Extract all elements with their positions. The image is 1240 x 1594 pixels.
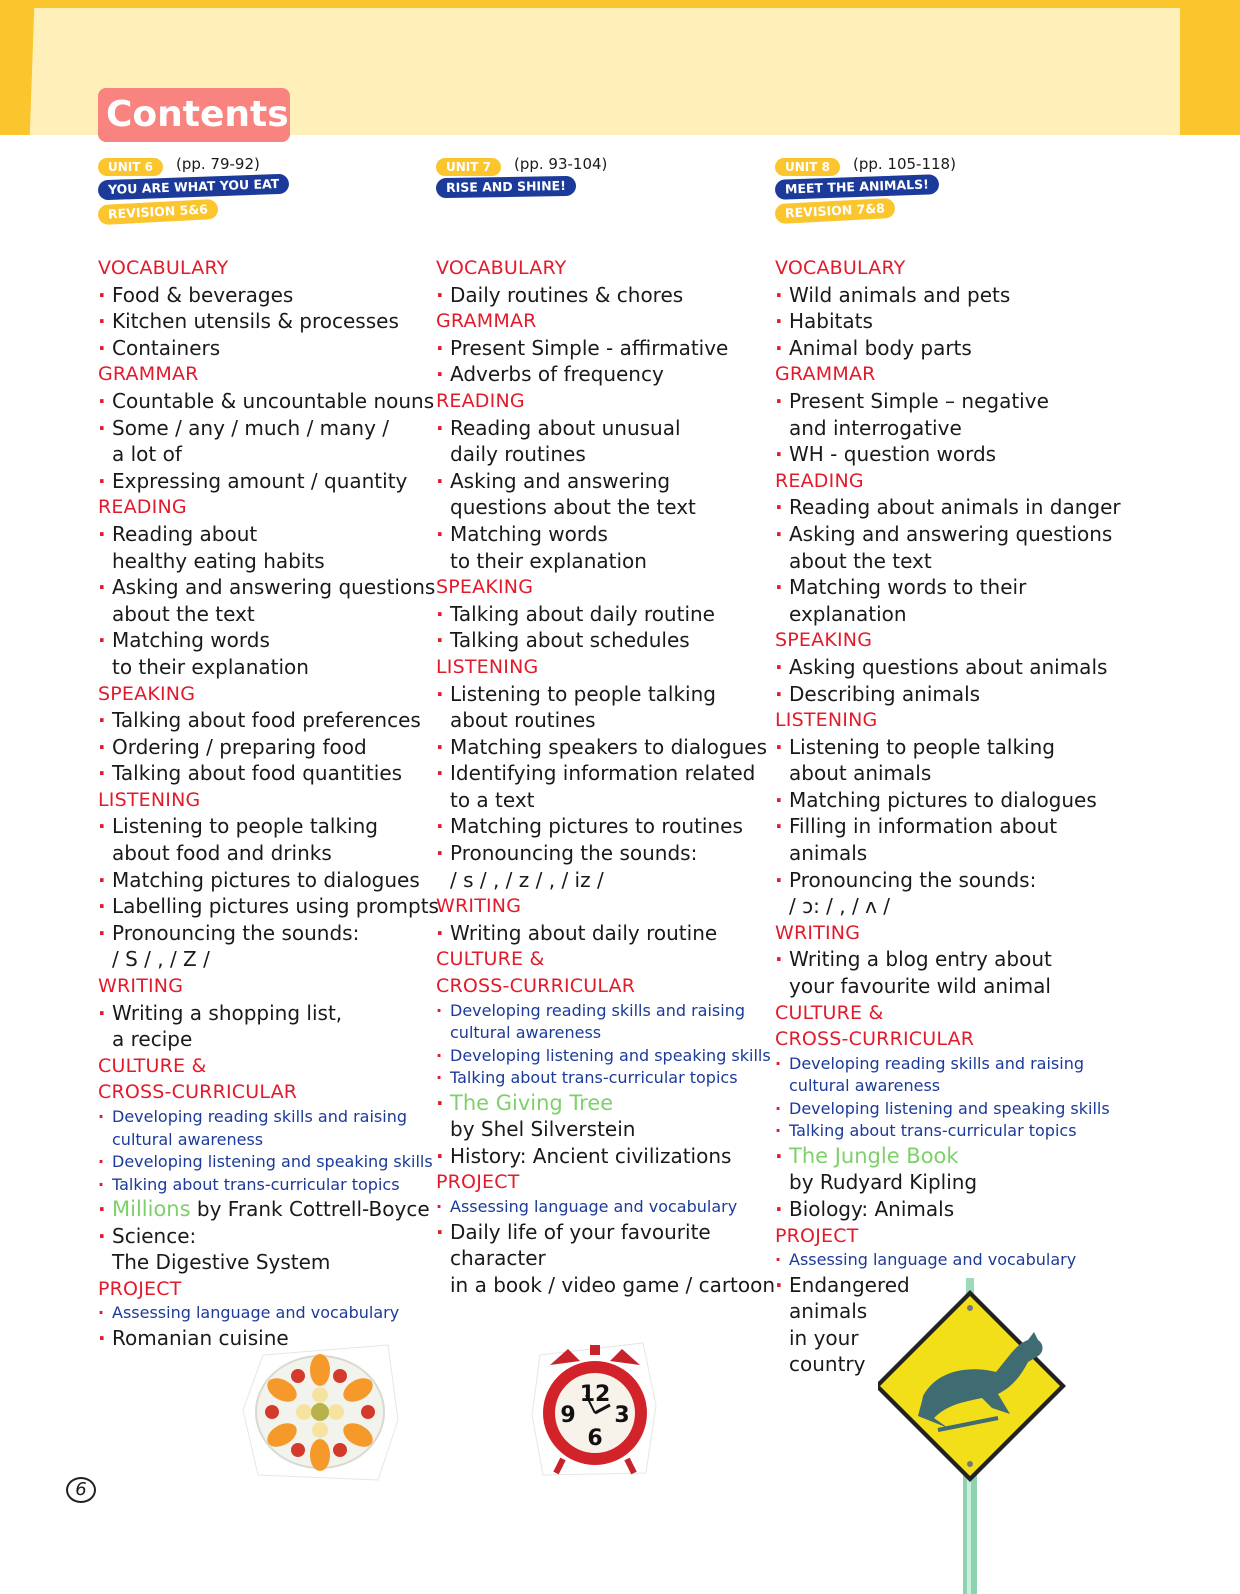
list-item-continued: The Digestive System [112, 1250, 331, 1275]
unit-7-header [436, 155, 756, 215]
phonetic-sounds: / s / , / z / , / iz / [450, 867, 604, 892]
section-heading: CULTURE & [775, 1001, 884, 1024]
section-heading: CROSS-CURRICULAR [436, 975, 636, 998]
list-item: · Asking and answering questions [775, 521, 1115, 548]
list-item-continued: healthy eating habits [112, 548, 325, 573]
unit-6-revision: REVISION 5&6 [98, 199, 219, 225]
skill-item: · Developing listening and speaking skills [775, 1098, 1115, 1121]
list-item-continued: questions about the text [450, 495, 696, 520]
clock-9: 9 [560, 1403, 576, 1428]
list-item: · Writing about daily routine [436, 920, 756, 947]
list-item: · Matching pictures to routines [436, 813, 756, 840]
section-heading: CROSS-CURRICULAR [98, 1081, 298, 1104]
list-item: · Describing animals [775, 681, 1115, 708]
clock-3: 3 [614, 1403, 630, 1428]
skill-item: · Developing listening and speaking skills [436, 1045, 756, 1068]
section-heading: SPEAKING [775, 629, 873, 652]
list-item-continued: about routines [450, 708, 596, 733]
section-heading: READING [98, 496, 187, 519]
page-title: Contents [98, 88, 290, 142]
list-item-continued: animals [789, 1299, 868, 1324]
unit-6-name: YOU ARE WHAT YOU EAT [98, 174, 290, 201]
list-item: · Matching words to their [775, 574, 1115, 601]
phonetic-sounds: / S / , / Z / [112, 947, 210, 972]
list-item: · WH - question words [775, 441, 1115, 468]
unit-8-pages: (pp. 105-118) [853, 155, 956, 173]
list-item-continued: daily routines [450, 442, 586, 467]
list-item: · Matching words [98, 627, 418, 654]
alarm-clock-image [528, 1335, 660, 1480]
section-heading: READING [436, 389, 525, 412]
list-item: · Listening to people talking [436, 681, 756, 708]
unit-6-header [98, 155, 418, 235]
section-heading: WRITING [98, 975, 184, 998]
phonetic-sounds: / ɔ: / , / ʌ / [789, 894, 891, 919]
list-item-continued: to a text [450, 787, 535, 812]
list-item: · Pronouncing the sounds: [436, 840, 756, 867]
section-heading: GRAMMAR [775, 363, 876, 386]
list-item: · History: Ancient civilizations [436, 1143, 756, 1170]
skill-item: · Assessing language and vocabulary [436, 1196, 756, 1219]
section-heading: GRAMMAR [98, 363, 199, 386]
list-item: · Present Simple - affirmative [436, 335, 756, 362]
column-unit-7 [436, 255, 776, 1298]
list-item-continued: in your [789, 1325, 859, 1350]
skill-item: · Developing listening and speaking skills [98, 1151, 418, 1174]
list-item: · Writing a blog entry about [775, 946, 1115, 973]
list-item: · Pronouncing the sounds: [775, 867, 1115, 894]
banner-top-stripe [0, 0, 1240, 8]
list-item-continued: to their explanation [112, 654, 309, 679]
list-item-continued: in a book / video game / cartoon [450, 1272, 776, 1297]
list-item: · Endangered [775, 1272, 1115, 1299]
list-item-continued: to their explanation [450, 548, 647, 573]
fruit-plate-image [238, 1340, 403, 1485]
list-item: · Present Simple – negative [775, 388, 1115, 415]
skill-item: · Talking about trans-curricular topics [775, 1120, 1115, 1143]
list-item-continued: about the text [789, 548, 932, 573]
section-heading: VOCABULARY [775, 257, 906, 279]
unit-7-pages: (pp. 93-104) [514, 155, 608, 173]
list-item: · Matching pictures to dialogues [98, 867, 418, 894]
section-heading: PROJECT [775, 1224, 859, 1247]
book-item [436, 1090, 756, 1117]
book-title: The Giving Tree [450, 1090, 614, 1115]
section-heading: CULTURE & [98, 1054, 207, 1077]
section-heading: WRITING [775, 921, 861, 944]
list-item-continued: a lot of [112, 442, 182, 467]
list-item: · Pronouncing the sounds: [98, 920, 418, 947]
list-item: · Habitats [775, 308, 1115, 335]
book-title: The Jungle Book [789, 1143, 959, 1168]
unit-8-header [775, 155, 1095, 235]
list-item: · Animal body parts [775, 335, 1115, 362]
book-item [775, 1143, 1115, 1170]
list-item: · Biology: Animals [775, 1196, 1115, 1223]
list-item: · Talking about schedules [436, 627, 756, 654]
skill-item: · Talking about trans-curricular topics [436, 1067, 756, 1090]
skill-item: · Developing reading skills and raising [436, 1000, 756, 1023]
banner-right-stripe [1180, 0, 1240, 135]
book-author: by Frank Cottrell-Boyce [190, 1197, 430, 1221]
list-item: · Reading about unusual [436, 415, 756, 442]
list-item: · Science: [98, 1223, 418, 1250]
list-item-continued: about food and drinks [112, 841, 332, 866]
list-item: · Daily routines & chores [436, 282, 756, 309]
list-item: · Kitchen utensils & processes [98, 308, 418, 335]
clock-6: 6 [587, 1426, 603, 1451]
section-heading: SPEAKING [98, 682, 196, 705]
book-item [98, 1196, 430, 1223]
unit-6-tag: UNIT 6 [98, 158, 163, 176]
list-item: · Labelling pictures using prompts [98, 893, 418, 920]
list-item: · Listening to people talking [775, 734, 1115, 761]
skill-item: · Developing reading skills and raising [775, 1053, 1115, 1076]
section-heading: CULTURE & [436, 948, 545, 971]
list-item-continued: about the text [112, 601, 255, 626]
unit-8-revision: REVISION 7&8 [775, 198, 896, 224]
unit-8-name: MEET THE ANIMALS! [775, 174, 939, 200]
list-item-continued: about animals [789, 761, 932, 786]
list-item: · Food & beverages [98, 282, 418, 309]
list-item-continued: explanation [789, 601, 907, 626]
list-item: · Expressing amount / quantity [98, 468, 418, 495]
list-item-continued: character [450, 1246, 546, 1271]
section-heading: CROSS-CURRICULAR [775, 1028, 975, 1051]
list-item: · Asking questions about animals [775, 654, 1115, 681]
unit-7-name: RISE AND SHINE! [436, 176, 576, 198]
skill-item: · Talking about trans-curricular topics [98, 1174, 418, 1197]
list-item: · Adverbs of frequency [436, 361, 756, 388]
book-author: by Shel Silverstein [450, 1117, 636, 1142]
skill-item-continued: cultural awareness [112, 1129, 264, 1149]
list-item: · Talking about daily routine [436, 601, 756, 628]
section-heading: VOCABULARY [436, 257, 567, 279]
section-heading: WRITING [436, 895, 522, 918]
clock-12: 12 [579, 1382, 611, 1407]
list-item: · Ordering / preparing food [98, 734, 418, 761]
list-item: · Countable & uncountable nouns [98, 388, 418, 415]
list-item: · Filling in information about [775, 813, 1115, 840]
skill-item: · Assessing language and vocabulary [775, 1249, 1115, 1272]
kangaroo-sign-image [878, 1278, 1078, 1594]
list-item: · Some / any / much / many / [98, 415, 418, 442]
book-title: Millions [112, 1197, 191, 1221]
book-author: by Rudyard Kipling [789, 1170, 978, 1195]
list-item: · Talking about food quantities [98, 760, 418, 787]
skill-item: · Assessing language and vocabulary [98, 1302, 418, 1325]
list-item: · Talking about food preferences [98, 707, 418, 734]
section-heading: LISTENING [775, 709, 878, 732]
section-heading: PROJECT [436, 1171, 520, 1194]
list-item: · Matching speakers to dialogues [436, 734, 756, 761]
column-unit-6 [98, 255, 439, 1351]
unit-8-tag: UNIT 8 [775, 158, 840, 176]
list-item: · Matching pictures to dialogues [775, 787, 1115, 814]
unit-6-pages: (pp. 79-92) [176, 155, 260, 173]
list-item: · Asking and answering [436, 468, 756, 495]
list-item: · Writing a shopping list, [98, 1000, 418, 1027]
list-item: · Identifying information related [436, 760, 756, 787]
list-item-continued: your favourite wild animal [789, 974, 1051, 999]
unit-7-tag: UNIT 7 [436, 158, 501, 176]
column-unit-8 [775, 255, 1121, 1378]
list-item-continued: a recipe [112, 1027, 193, 1052]
skill-item: · Developing reading skills and raising [98, 1106, 418, 1129]
list-item: · Daily life of your favourite [436, 1219, 756, 1246]
section-heading: READING [775, 469, 864, 492]
section-heading: LISTENING [98, 788, 201, 811]
section-heading: GRAMMAR [436, 310, 537, 333]
skill-item-continued: cultural awareness [450, 1023, 602, 1043]
list-item-continued: animals [789, 841, 868, 866]
list-item-continued: country [789, 1352, 866, 1377]
skill-item-continued: cultural awareness [789, 1076, 941, 1096]
list-item: · Matching words [436, 521, 756, 548]
page-number: 6 [66, 1477, 96, 1503]
list-item-continued: and interrogative [789, 415, 962, 440]
list-item: · Listening to people talking [98, 813, 418, 840]
list-item: · Containers [98, 335, 418, 362]
list-item: · Wild animals and pets [775, 282, 1115, 309]
list-item: · Reading about [98, 521, 418, 548]
list-item: · Asking and answering questions [98, 574, 418, 601]
list-item: · Romanian cuisine [98, 1325, 418, 1352]
section-heading: LISTENING [436, 655, 539, 678]
list-item: · Reading about animals in danger [775, 494, 1115, 521]
section-heading: VOCABULARY [98, 257, 229, 279]
section-heading: SPEAKING [436, 576, 534, 599]
section-heading: PROJECT [98, 1277, 182, 1300]
